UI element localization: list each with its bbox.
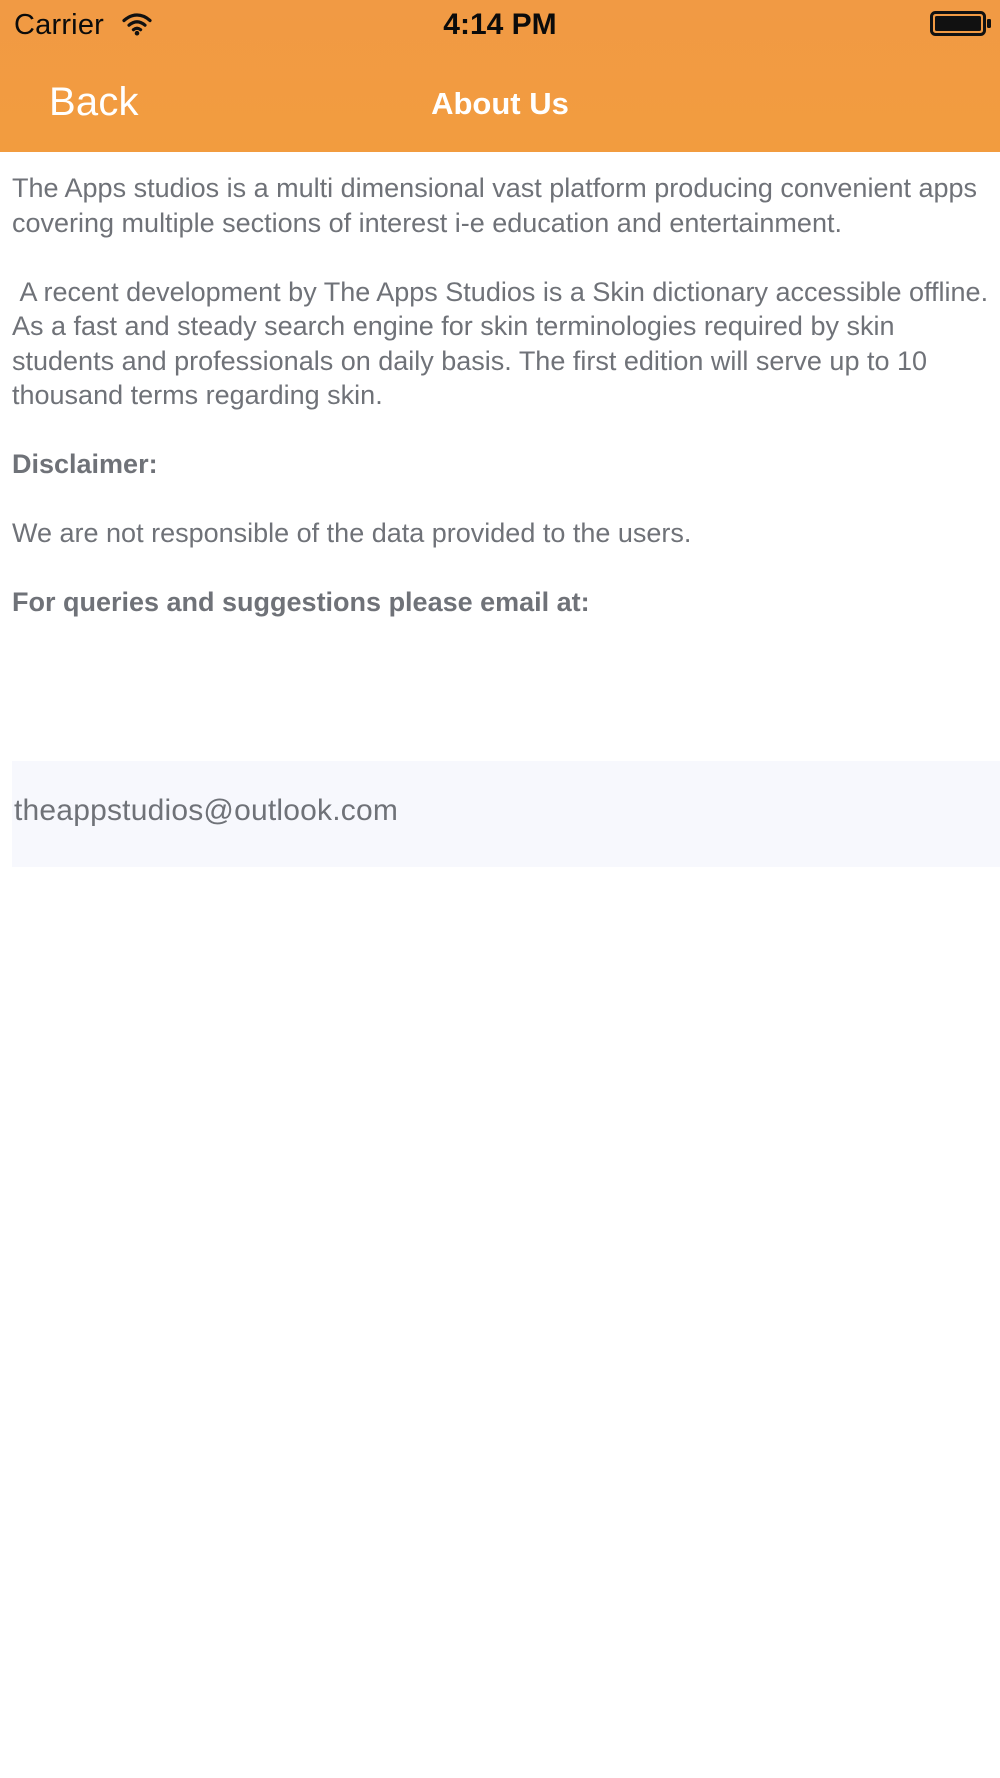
disclaimer-heading: Disclaimer: [12, 449, 158, 479]
back-button[interactable]: Back [49, 80, 139, 124]
contact-heading: For queries and suggestions please email at: [12, 587, 590, 617]
status-time: 4:14 PM [443, 8, 557, 41]
battery-icon [930, 10, 992, 38]
carrier-label: Carrier [14, 9, 105, 41]
page-title: About Us [431, 86, 569, 121]
navigation-bar [0, 0, 1000, 152]
email-link[interactable]: theappstudios@outlook.com [14, 794, 399, 827]
about-us-content [12, 171, 995, 654]
company-description: The Apps studios is a multi dimensional vast platform producing convenient apps covering multiple sections of interest i-e education and entertainment. [12, 173, 985, 238]
disclaimer-text: We are not responsible of the data provided to the users. [12, 518, 692, 548]
skin-dictionary-description: A recent development by The Apps Studios is a Skin dictionary accessible offline. As a fast and steady search engine for skin terminologies required by skin students and professionals on daily basis. The first edition will serve up to 10 thousand terms regarding skin. [12, 276, 995, 410]
status-bar [0, 0, 1000, 50]
email-contact-box[interactable] [12, 761, 1000, 867]
